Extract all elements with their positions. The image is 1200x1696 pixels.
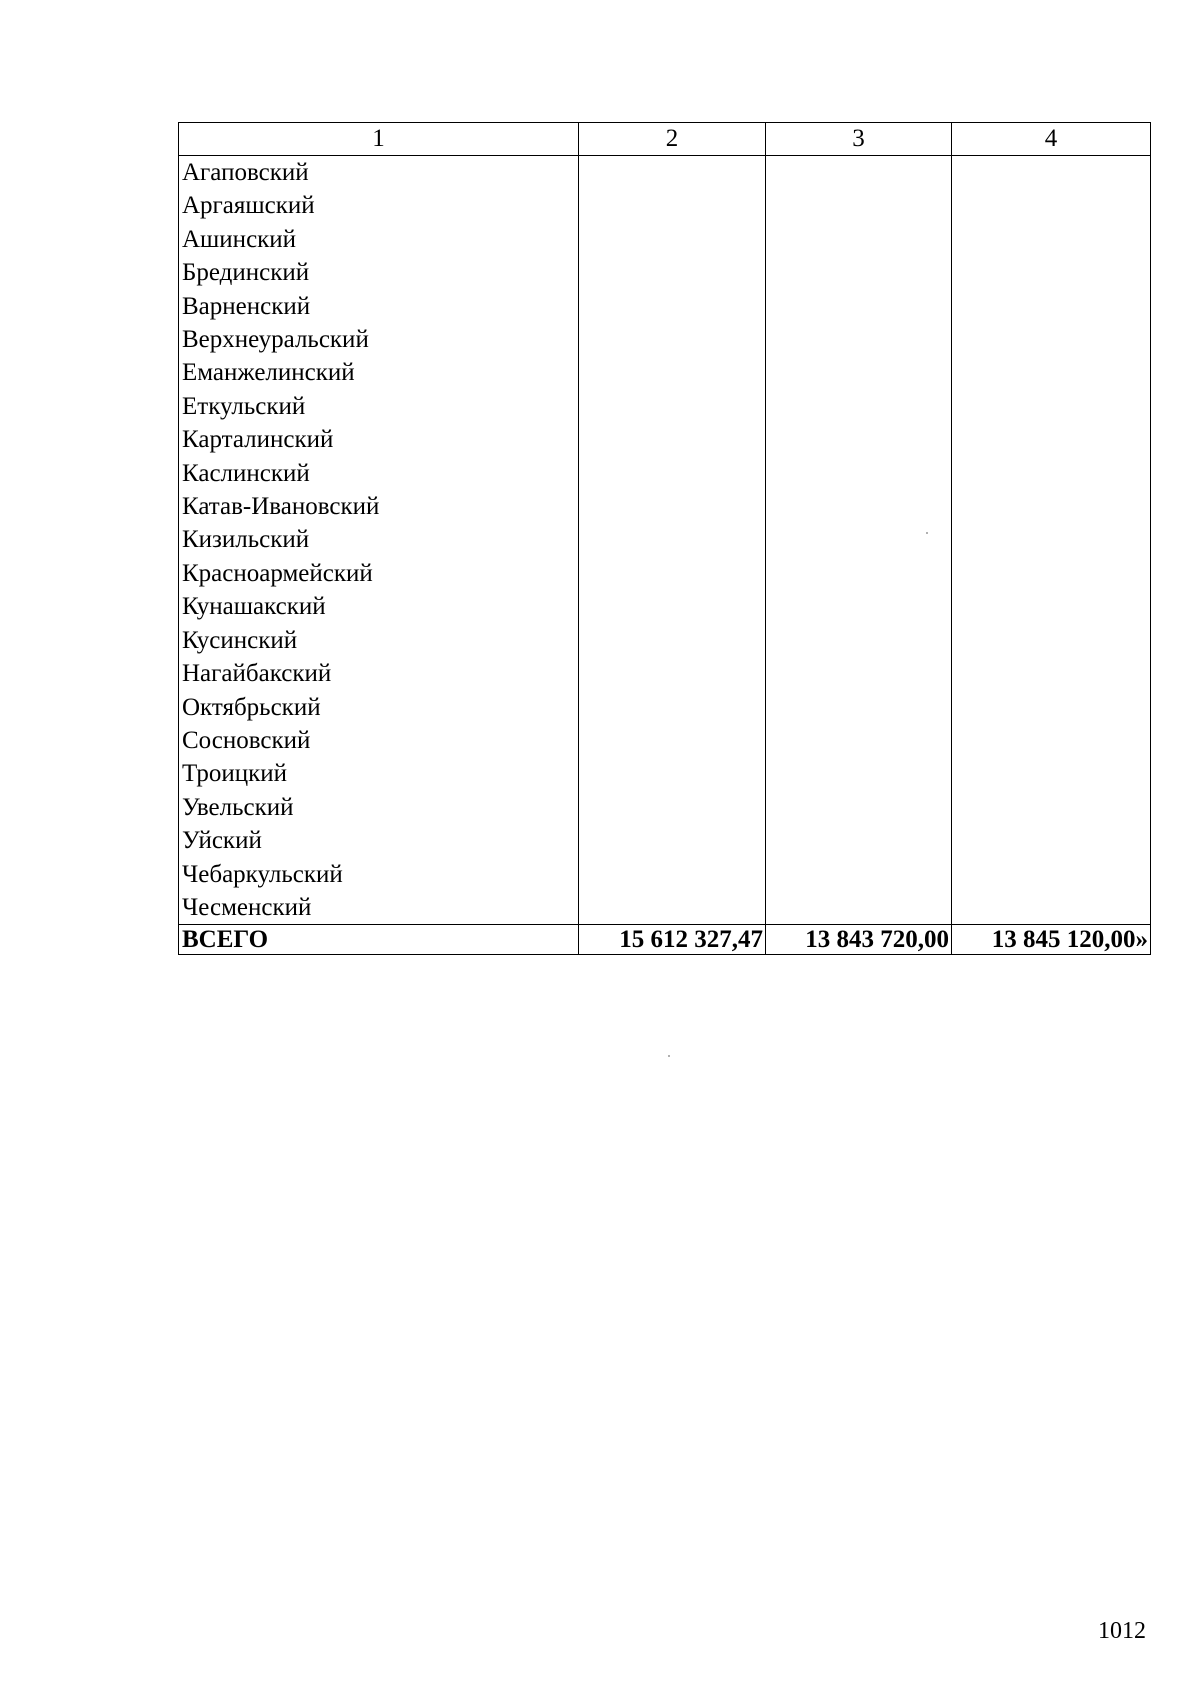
value-cell [766,624,952,657]
value-cell [952,356,1151,389]
value-cell [579,624,766,657]
value-cell [952,858,1151,891]
district-name-cell: Чебаркульский [179,858,579,891]
value-cell [766,223,952,256]
value-cell [952,390,1151,423]
value-cell [766,557,952,590]
value-cell [766,590,952,623]
total-col-3: 13 843 720,00 [766,925,952,955]
table-row [179,490,1151,523]
district-name-cell: Еткульский [179,390,579,423]
value-cell [579,523,766,556]
district-name-cell: Красноармейский [179,557,579,590]
value-cell [766,423,952,456]
value-cell [766,156,952,190]
value-cell [766,657,952,690]
table-row [179,724,1151,757]
table-row [179,757,1151,790]
value-cell [766,290,952,323]
value-cell [766,356,952,389]
value-cell [952,691,1151,724]
total-col-4: 13 845 120,00» [952,925,1151,955]
scan-speck [668,1055,670,1057]
value-cell [766,457,952,490]
value-cell [952,290,1151,323]
table-row [179,423,1151,456]
value-cell [579,390,766,423]
value-cell [952,490,1151,523]
table-row [179,189,1151,222]
value-cell [579,590,766,623]
value-cell [579,256,766,289]
table-row [179,156,1151,190]
table-row [179,457,1151,490]
value-cell [766,390,952,423]
value-cell [579,189,766,222]
value-cell [952,323,1151,356]
value-cell [579,691,766,724]
value-cell [952,223,1151,256]
district-name-cell: Увельский [179,791,579,824]
table-row [179,256,1151,289]
value-cell [766,189,952,222]
value-cell [952,156,1151,190]
value-cell [952,423,1151,456]
district-name-cell: Катав-Ивановский [179,490,579,523]
value-cell [766,791,952,824]
district-name-cell: Уйский [179,824,579,857]
value-cell [766,824,952,857]
district-name-cell: Верхнеуральский [179,323,579,356]
table-row [179,523,1151,556]
table-row [179,824,1151,857]
value-cell [766,724,952,757]
value-cell [579,724,766,757]
district-name-cell: Нагайбакский [179,657,579,690]
scan-speck [926,532,928,534]
table-row [179,657,1151,690]
value-cell [952,523,1151,556]
value-cell [766,256,952,289]
district-name-cell: Сосновский [179,724,579,757]
table-row [179,791,1151,824]
district-name-cell: Кусинский [179,624,579,657]
value-cell [952,724,1151,757]
value-cell [579,858,766,891]
district-name-cell: Кунашакский [179,590,579,623]
district-name-cell: Варненский [179,290,579,323]
district-name-cell: Карталинский [179,423,579,456]
table-row [179,624,1151,657]
district-name-cell: Еманжелинский [179,356,579,389]
value-cell [952,457,1151,490]
value-cell [579,824,766,857]
district-table [178,122,1151,955]
table-row [179,323,1151,356]
value-cell [579,156,766,190]
header-col-1: 1 [179,123,579,156]
table-row [179,858,1151,891]
value-cell [579,791,766,824]
header-col-2: 2 [579,123,766,156]
district-name-cell: Чесменский [179,891,579,925]
value-cell [579,423,766,456]
value-cell [952,757,1151,790]
district-name-cell: Троицкий [179,757,579,790]
value-cell [952,824,1151,857]
total-col-2: 15 612 327,47 [579,925,766,955]
header-col-4: 4 [952,123,1151,156]
district-name-cell: Агаповский [179,156,579,190]
value-cell [579,223,766,256]
value-cell [952,891,1151,925]
value-cell [952,590,1151,623]
table-row [179,691,1151,724]
value-cell [766,691,952,724]
value-cell [952,624,1151,657]
value-cell [952,256,1151,289]
total-label: ВСЕГО [179,925,579,955]
value-cell [766,490,952,523]
header-col-3: 3 [766,123,952,156]
value-cell [766,891,952,925]
value-cell [579,356,766,389]
district-name-cell: Октябрьский [179,691,579,724]
value-cell [579,657,766,690]
table-row [179,891,1151,925]
value-cell [766,523,952,556]
table-row [179,290,1151,323]
value-cell [766,323,952,356]
table-row [179,390,1151,423]
value-cell [579,457,766,490]
district-name-cell: Каслинский [179,457,579,490]
value-cell [579,757,766,790]
table-body [179,156,1151,925]
table-row [179,356,1151,389]
district-name-cell: Брединский [179,256,579,289]
header-row [179,123,1151,156]
district-name-cell: Ашинский [179,223,579,256]
value-cell [952,791,1151,824]
total-row [179,925,1151,955]
value-cell [579,557,766,590]
value-cell [952,189,1151,222]
district-name-cell: Кизильский [179,523,579,556]
value-cell [952,657,1151,690]
district-name-cell: Аргаяшский [179,189,579,222]
value-cell [952,557,1151,590]
value-cell [579,891,766,925]
table-row [179,557,1151,590]
table-row [179,590,1151,623]
value-cell [766,858,952,891]
value-cell [579,490,766,523]
page-number: 1012 [1098,1618,1146,1644]
value-cell [766,757,952,790]
value-cell [579,290,766,323]
table-row [179,223,1151,256]
value-cell [579,323,766,356]
